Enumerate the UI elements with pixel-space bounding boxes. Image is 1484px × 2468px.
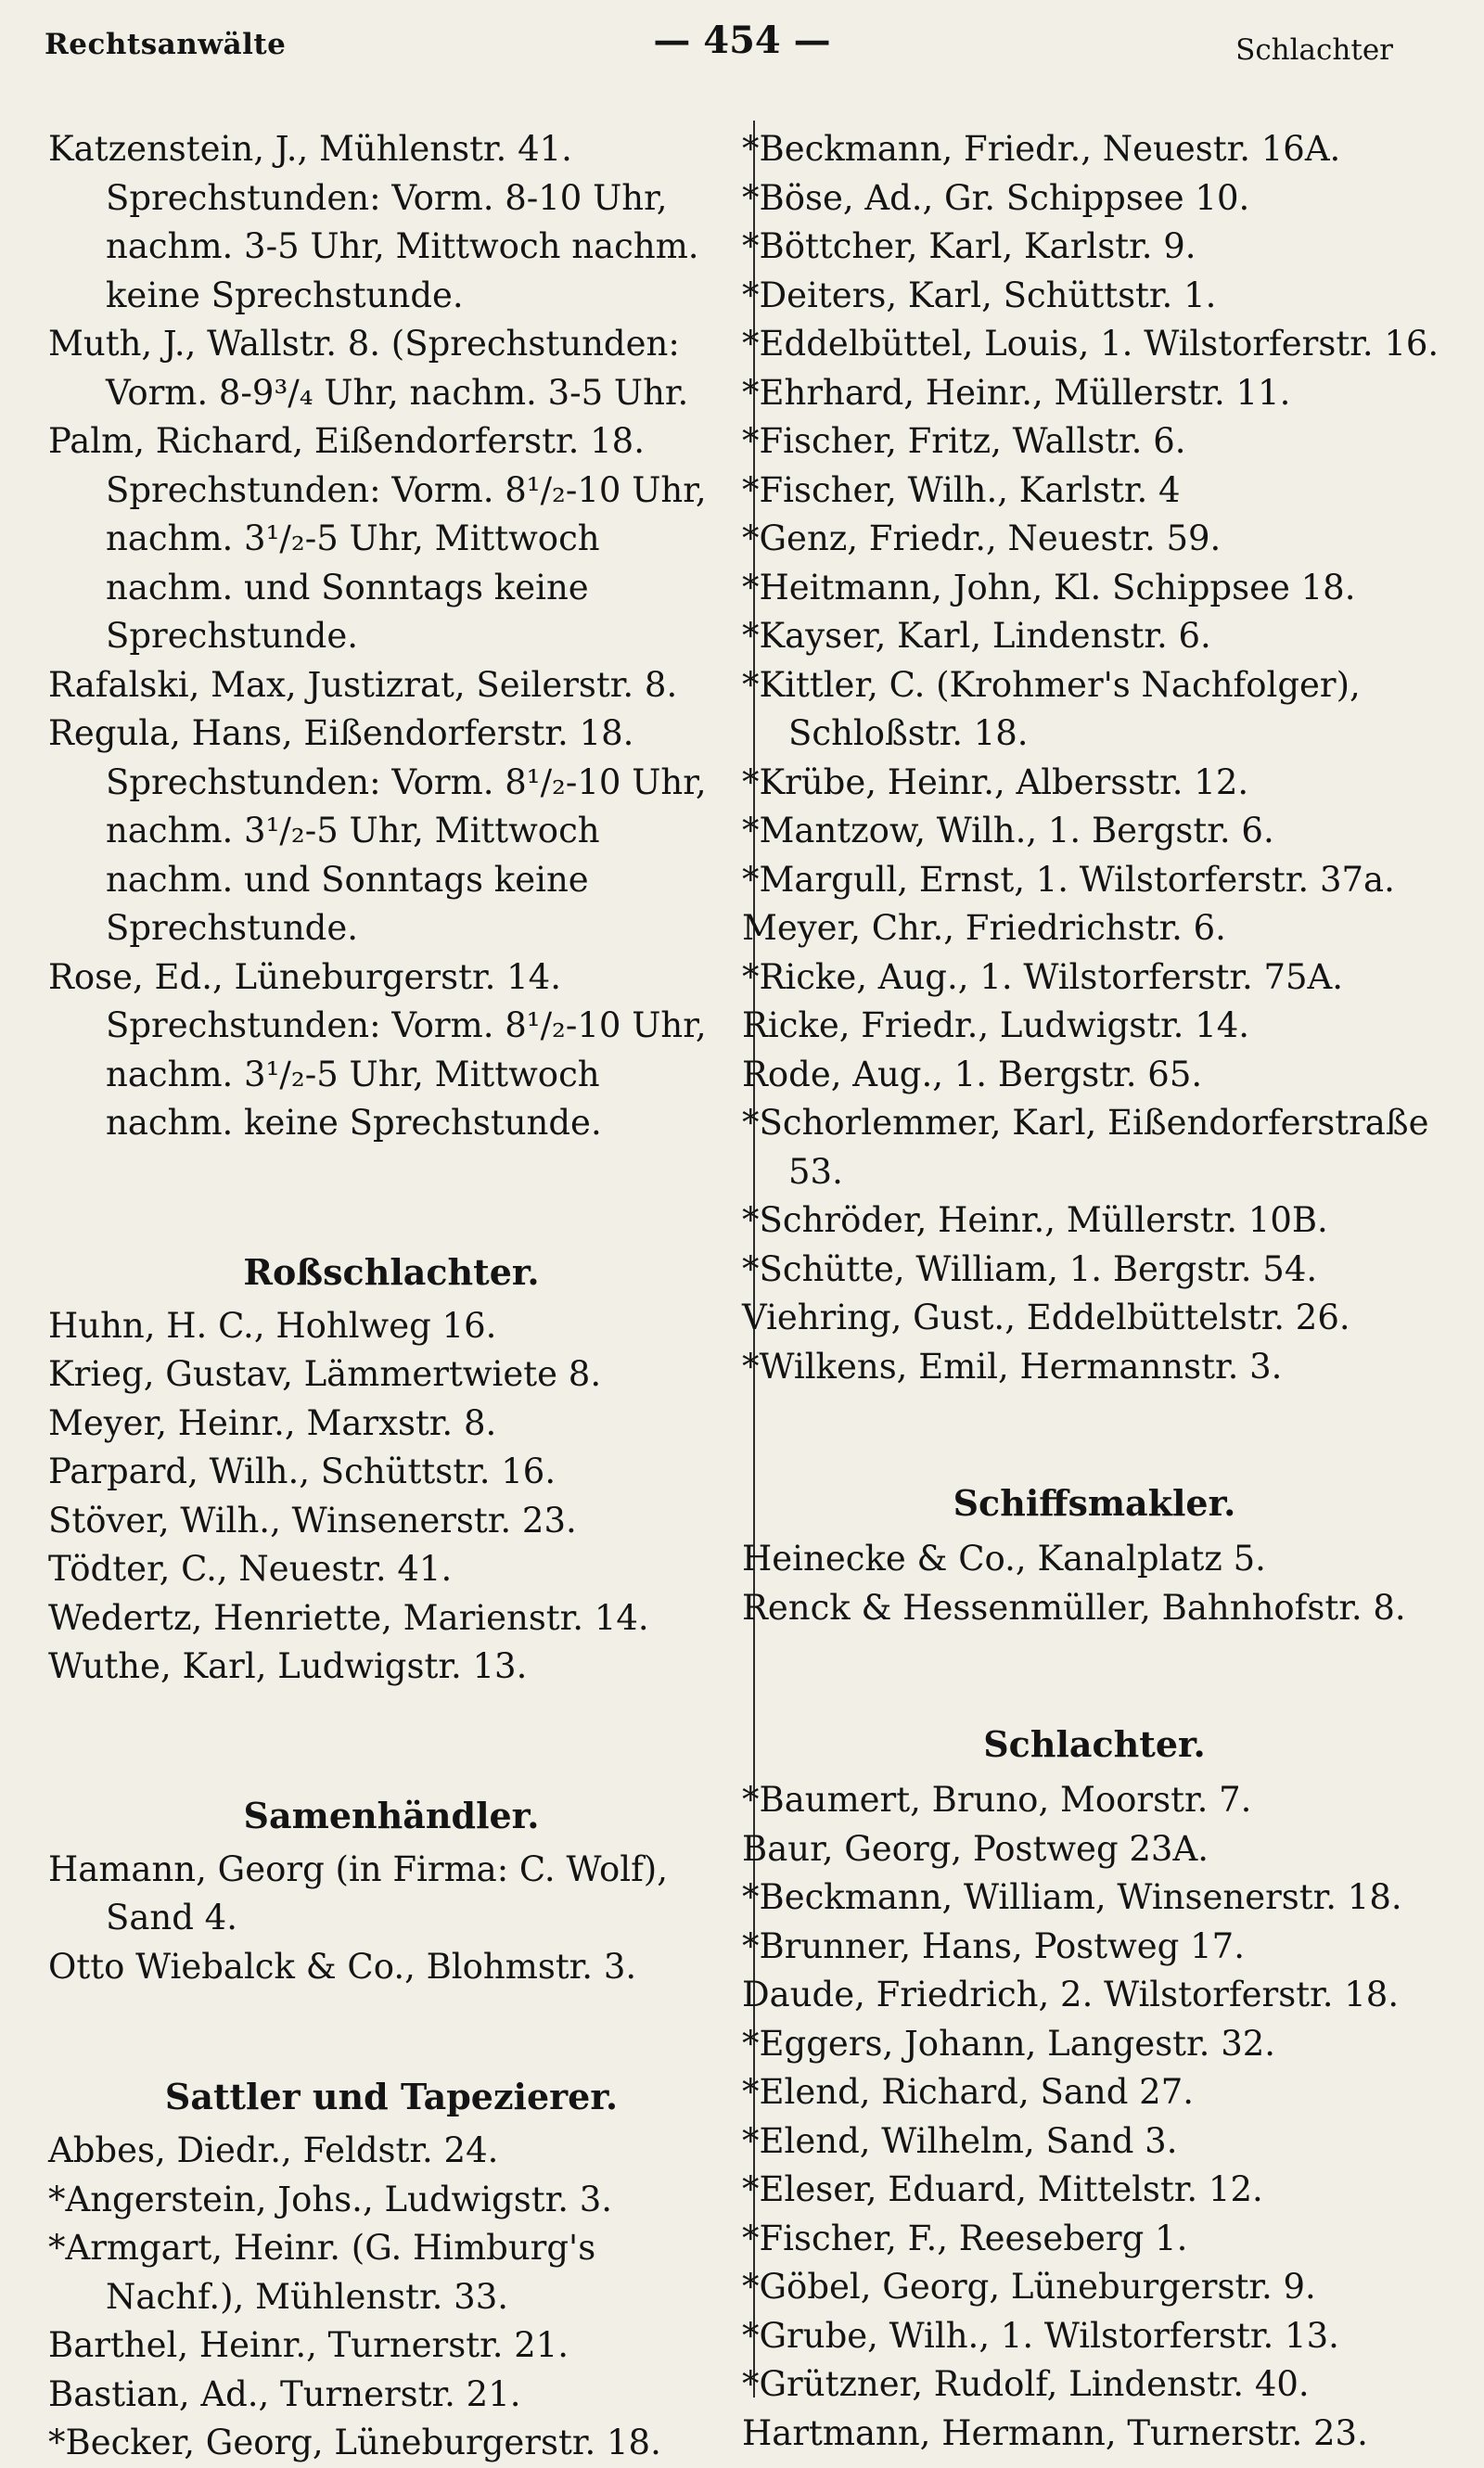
list-item: Heinecke & Co., Kanalplatz 5. <box>742 1539 1266 1579</box>
list-item: Barthel, Heinr., Turnerstr. 21. <box>48 2325 569 2365</box>
list-item: Otto Wiebalck & Co., Blohmstr. 3. <box>48 1946 637 1987</box>
section-heading-schiffsmakler: Schiffsmakler. <box>953 1482 1236 1524</box>
header-section-left: Rechtsanwälte <box>45 28 287 61</box>
list-item: Daude, Friedrich, 2. Wilstorferstr. 18. <box>742 1975 1400 2014</box>
list-item: Katzenstein, J., Mühlenstr. 41. Sprechstunden: Vorm. 8-10 Uhr, nachm. 3-5 Uhr, Mittwoch nachm. keine Sprechstunde. <box>48 129 699 315</box>
list-item: Tödter, C., Neuestr. 41. <box>48 1549 453 1589</box>
list-item: Wuthe, Karl, Ludwigstr. 13. <box>48 1646 528 1686</box>
list-item: *Deiters, Karl, Schüttstr. 1. <box>742 275 1217 315</box>
rechtsanwaelte-list <box>48 125 735 1148</box>
list-item: Palm, Richard, Eißendorferstr. 18. Sprechstunden: Vorm. 8¹/₂-10 Uhr, nachm. 3¹/₂-5 Uhr, Mittwoch nachm. und Sonntags keine Sprechstunde. <box>48 421 707 656</box>
list-item: *Krübe, Heinr., Albersstr. 12. <box>742 761 1249 802</box>
list-item: Muth, J., Wallstr. 8. (Sprechstunden: Vorm. 8-9³/₄ Uhr, nachm. 3-5 Uhr. <box>48 324 689 413</box>
list-item: *Grube, Wilh., 1. Wilstorferstr. 13. <box>742 2315 1339 2356</box>
list-item: *Göbel, Georg, Lüneburgerstr. 9. <box>742 2267 1316 2307</box>
list-item: Stöver, Wilh., Winsenerstr. 23. <box>48 1500 577 1541</box>
sattler-list <box>48 2127 735 2468</box>
list-item: Hartmann, Hermann, Turnerstr. 23. <box>742 2412 1368 2453</box>
list-item: Parpard, Wilh., Schüttstr. 16. <box>48 1451 556 1491</box>
list-item: *Schütte, William, 1. Bergstr. 54. <box>742 1248 1318 1289</box>
list-item: *Baumert, Bruno, Moorstr. 7. <box>742 1780 1252 1820</box>
list-item: Renck & Hessenmüller, Bahnhofstr. 8. <box>742 1587 1406 1628</box>
list-item: *Böse, Ad., Gr. Schippsee 10. <box>742 177 1250 218</box>
list-item: *Schröder, Heinr., Müllerstr. 10B. <box>742 1200 1328 1240</box>
list-item: *Mantzow, Wilh., 1. Bergstr. 6. <box>742 811 1274 850</box>
sattler-continued-list <box>742 125 1447 1391</box>
list-item: *Beckmann, Friedr., Neuestr. 16A. <box>742 129 1341 169</box>
list-item: *Brunner, Hans, Postweg 17. <box>742 1925 1245 1966</box>
running-header <box>0 0 1484 83</box>
section-heading-sattler: Sattler und Tapezierer. <box>164 2076 619 2117</box>
list-item: *Beckmann, William, Winsenerstr. 18. <box>742 1877 1402 1917</box>
list-item: *Kayser, Karl, Lindenstr. 6. <box>742 616 1211 656</box>
list-item: *Böttcher, Karl, Karlstr. 9. <box>742 226 1196 266</box>
list-item: *Schorlemmer, Karl, Eißendorferstraße 53. <box>742 1103 1429 1192</box>
section-heading-rossschlachter: Roßschlachter. <box>243 1250 540 1293</box>
list-item: *Heitmann, John, Kl. Schippsee 18. <box>742 567 1356 607</box>
list-item: Viehring, Gust., Eddelbüttelstr. 26. <box>742 1298 1350 1337</box>
list-item: *Eleser, Eduard, Mittelstr. 12. <box>742 2169 1263 2209</box>
section-heading-samenhaendler: Samenhändler. <box>243 1794 540 1836</box>
list-item: *Armgart, Heinr. (G. Himburg's Nachf.), Mühlenstr. 33. <box>48 2228 596 2317</box>
page-number: — 454 — <box>653 19 831 62</box>
list-item: *Elend, Richard, Sand 27. <box>742 2072 1194 2112</box>
list-item: *Eggers, Johann, Langestr. 32. <box>742 2023 1276 2064</box>
schiffsmakler-list <box>742 1535 1447 1632</box>
list-item: Krieg, Gustav, Lämmertwiete 8. <box>48 1354 602 1394</box>
right-column <box>742 125 1447 2458</box>
list-item: Wedertz, Henriette, Marienstr. 14. <box>48 1597 649 1638</box>
list-item: Meyer, Chr., Friedrichstr. 6. <box>742 908 1226 948</box>
list-item: *Ehrhard, Heinr., Müllerstr. 11. <box>742 372 1291 413</box>
section-heading-schlachter: Schlachter. <box>983 1723 1206 1765</box>
list-item: *Fischer, Fritz, Wallstr. 6. <box>742 421 1186 461</box>
list-item: Hamann, Georg (in Firma: C. Wolf), Sand 4. <box>48 1848 668 1937</box>
list-item: *Fischer, F., Reeseberg 1. <box>742 2218 1188 2258</box>
list-item: *Kittler, C. (Krohmer's Nachfolger), Schloßstr. 18. <box>742 664 1361 753</box>
list-item: Huhn, H. C., Hohlweg 16. <box>48 1305 497 1346</box>
schlachter-list <box>742 1776 1447 2458</box>
list-item: Rafalski, Max, Justizrat, Seilerstr. 8. <box>48 664 678 705</box>
list-item: Meyer, Heinr., Marxstr. 8. <box>48 1402 497 1443</box>
list-item: *Angerstein, Johs., Ludwigstr. 3. <box>48 2179 613 2219</box>
list-item: Rose, Ed., Lüneburgerstr. 14. Sprechstunden: Vorm. 8¹/₂-10 Uhr, nachm. 3¹/₂-5 Uhr, Mittwoch nachm. keine Sprechstunde. <box>48 956 707 1143</box>
list-item: Regula, Hans, Eißendorferstr. 18. Sprechstunden: Vorm. 8¹/₂-10 Uhr, nachm. 3¹/₂-5 Uhr, Mittwoch nachm. und Sonntags keine Sprechstunde. <box>48 713 707 948</box>
list-item: *Becker, Georg, Lüneburgerstr. 18. <box>48 2423 661 2462</box>
list-item: Bastian, Ad., Turnerstr. 21. <box>48 2373 521 2414</box>
list-item: *Fischer, Wilh., Karlstr. 4 <box>742 469 1181 510</box>
list-item: *Margull, Ernst, 1. Wilstorferstr. 37a. <box>742 859 1395 900</box>
list-item: Ricke, Friedr., Ludwigstr. 14. <box>742 1005 1250 1045</box>
list-item: *Ricke, Aug., 1. Wilstorferstr. 75A. <box>742 956 1344 997</box>
list-item: Abbes, Diedr., Feldstr. 24. <box>48 2130 499 2170</box>
rossschlachter-list <box>48 1302 735 1692</box>
list-item: *Genz, Friedr., Neuestr. 59. <box>742 518 1222 558</box>
list-item: *Wilkens, Emil, Hermannstr. 3. <box>742 1346 1283 1387</box>
header-section-right: Schlachter <box>1235 33 1393 67</box>
list-item: *Eddelbüttel, Louis, 1. Wilstorferstr. 16. <box>742 324 1439 364</box>
list-item: *Elend, Wilhelm, Sand 3. <box>742 2120 1178 2161</box>
list-item: Baur, Georg, Postweg 23A. <box>742 1828 1209 1869</box>
list-item: Rode, Aug., 1. Bergstr. 65. <box>742 1054 1203 1094</box>
list-item: *Grützner, Rudolf, Lindenstr. 40. <box>742 2364 1310 2404</box>
samenhaendler-list <box>48 1846 735 1992</box>
left-column <box>48 125 735 2468</box>
